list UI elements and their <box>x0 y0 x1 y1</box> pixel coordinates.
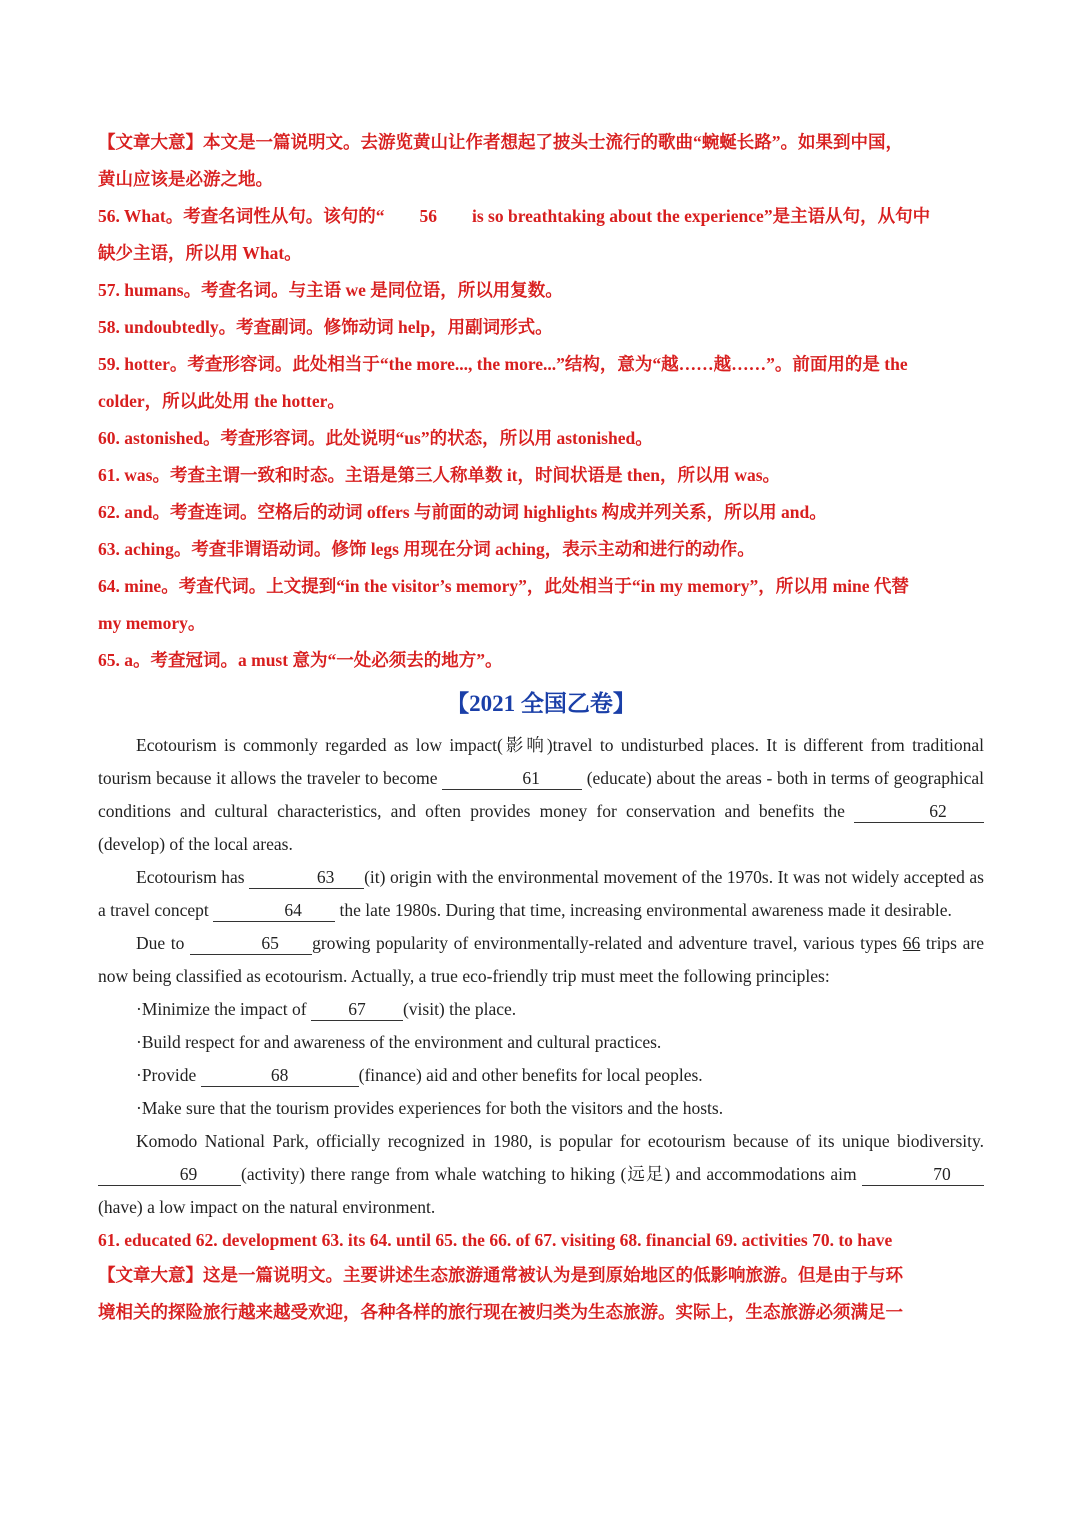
principle-4: ·Make sure that the tourism provides experiences for both the visitors and the hosts. <box>136 1098 724 1118</box>
note-61: 61. was。考查主谓一致和时态。主语是第三人称单数 it，时间状语是 then，所以用 was。 <box>98 465 781 485</box>
blank-66[interactable]: 66 <box>902 933 921 953</box>
passage <box>98 729 984 1224</box>
summary-line: 【文章大意】这是一篇说明文。主要讲述生态旅游通常被认为是到原始地区的低影响旅游。但是由于与环 <box>98 1265 903 1285</box>
note-62: 62. and。考查连词。空格后的动词 offers 与前面的动词 highlights 构成并列关系，所以用 and。 <box>98 502 827 522</box>
note-59: 59. hotter。考查形容词。此处相当于“the more..., the more...”结构，意为“越……越……”。前面用的是 the colder，所以此处用 the hotter。 <box>98 354 908 411</box>
note-58: 58. undoubtedly。考查副词。修饰动词 help，用副词形式。 <box>98 317 553 337</box>
principle-1: ·Minimize the impact of 67 (visit) the place. <box>136 999 517 1019</box>
note-57: 57. humans。考查名词。与主语 we 是同位语，所以用复数。 <box>98 280 563 300</box>
blank-69[interactable]: 69 <box>98 1163 241 1186</box>
note-65: 65. a。考查冠词。a must 意为“一处必须去的地方”。 <box>98 650 503 670</box>
passage-paragraph-3: Due to 65 growing popularity of environmentally-related and adventure travel, various types 66 trips are now being classified as ecotourism. Actually, a true eco-friendly trip must meet the following principles: <box>98 933 984 986</box>
blank-68[interactable]: 68 <box>201 1064 359 1087</box>
blank-65[interactable]: 65 <box>190 932 312 955</box>
principle-3: ·Provide 68 (finance) aid and other benefits for local peoples. <box>136 1065 703 1085</box>
note-64: 64. mine。考查代词。上文提到“in the visitor’s memory”，此处相当于“in my memory”，所以用 mine 代替 my memory。 <box>98 576 909 633</box>
document-page <box>98 124 984 1331</box>
section-title: 【2021 全国乙卷】 <box>446 691 636 716</box>
blank-62[interactable]: 62 <box>854 800 984 823</box>
note-56: 56. What。考查名词性从句。该句的“ 56 is so breathtaking about the experience”是主语从句，从句中 缺少主语，所以用 What。 <box>98 206 931 263</box>
passage-paragraph-1: Ecotourism is commonly regarded as low impact(影响)travel to undisturbed places. It is different from traditional tourism because it allows the traveler to become 61 (educate) about the areas - both in terms of geographical conditions and cultural characteristics, and often provides money for conservation and benefits the 62(develop) of the local areas. <box>98 735 984 854</box>
note-60: 60. astonished。考查形容词。此处说明“us”的状态，所以用 astonished。 <box>98 428 653 448</box>
principle-2: ·Build respect for and awareness of the environment and cultural practices. <box>136 1032 662 1052</box>
answer-notes <box>98 198 984 679</box>
summary-line: 【文章大意】本文是一篇说明文。去游览黄山让作者想起了披头士流行的歌曲“蜿蜒长路”。如果到中国， <box>98 132 903 152</box>
blank-61[interactable]: 61 <box>442 767 582 790</box>
blank-70[interactable]: 70 <box>862 1163 984 1186</box>
summary-line: 境相关的探险旅行越来越受欢迎，各种各样的旅行现在被归类为生态旅游。实际上，生态旅游必须满足一 <box>98 1302 903 1322</box>
article-summary-1 <box>98 124 984 198</box>
blank-64[interactable]: 64 <box>213 899 335 922</box>
passage-paragraph-2: Ecotourism has 63 (it) origin with the environmental movement of the 1970s. It was not widely accepted as a travel concept 64 the late 1980s. During that time, increasing environmental awareness made it desirable. <box>98 867 984 920</box>
blank-63[interactable]: 63 <box>249 866 364 889</box>
blank-67[interactable]: 67 <box>311 998 403 1021</box>
note-63: 63. aching。考查非谓语动词。修饰 legs 用现在分词 aching，表示主动和进行的动作。 <box>98 539 755 559</box>
answer-key: 61. educated 62. development 63. its 64. until 65. the 66. of 67. visiting 68. financial 69. activities 70. to have <box>98 1230 893 1250</box>
article-summary-2 <box>98 1257 984 1331</box>
summary-line: 黄山应该是必游之地。 <box>98 169 273 189</box>
passage-paragraph-4: Komodo National Park, officially recognized in 1980, is popular for ecotourism because of its unique biodiversity. 69 (activity) there range from whale watching to hiking (远足) and accommodations aim 70(have) a low impact on the natural environment. <box>98 1131 984 1217</box>
